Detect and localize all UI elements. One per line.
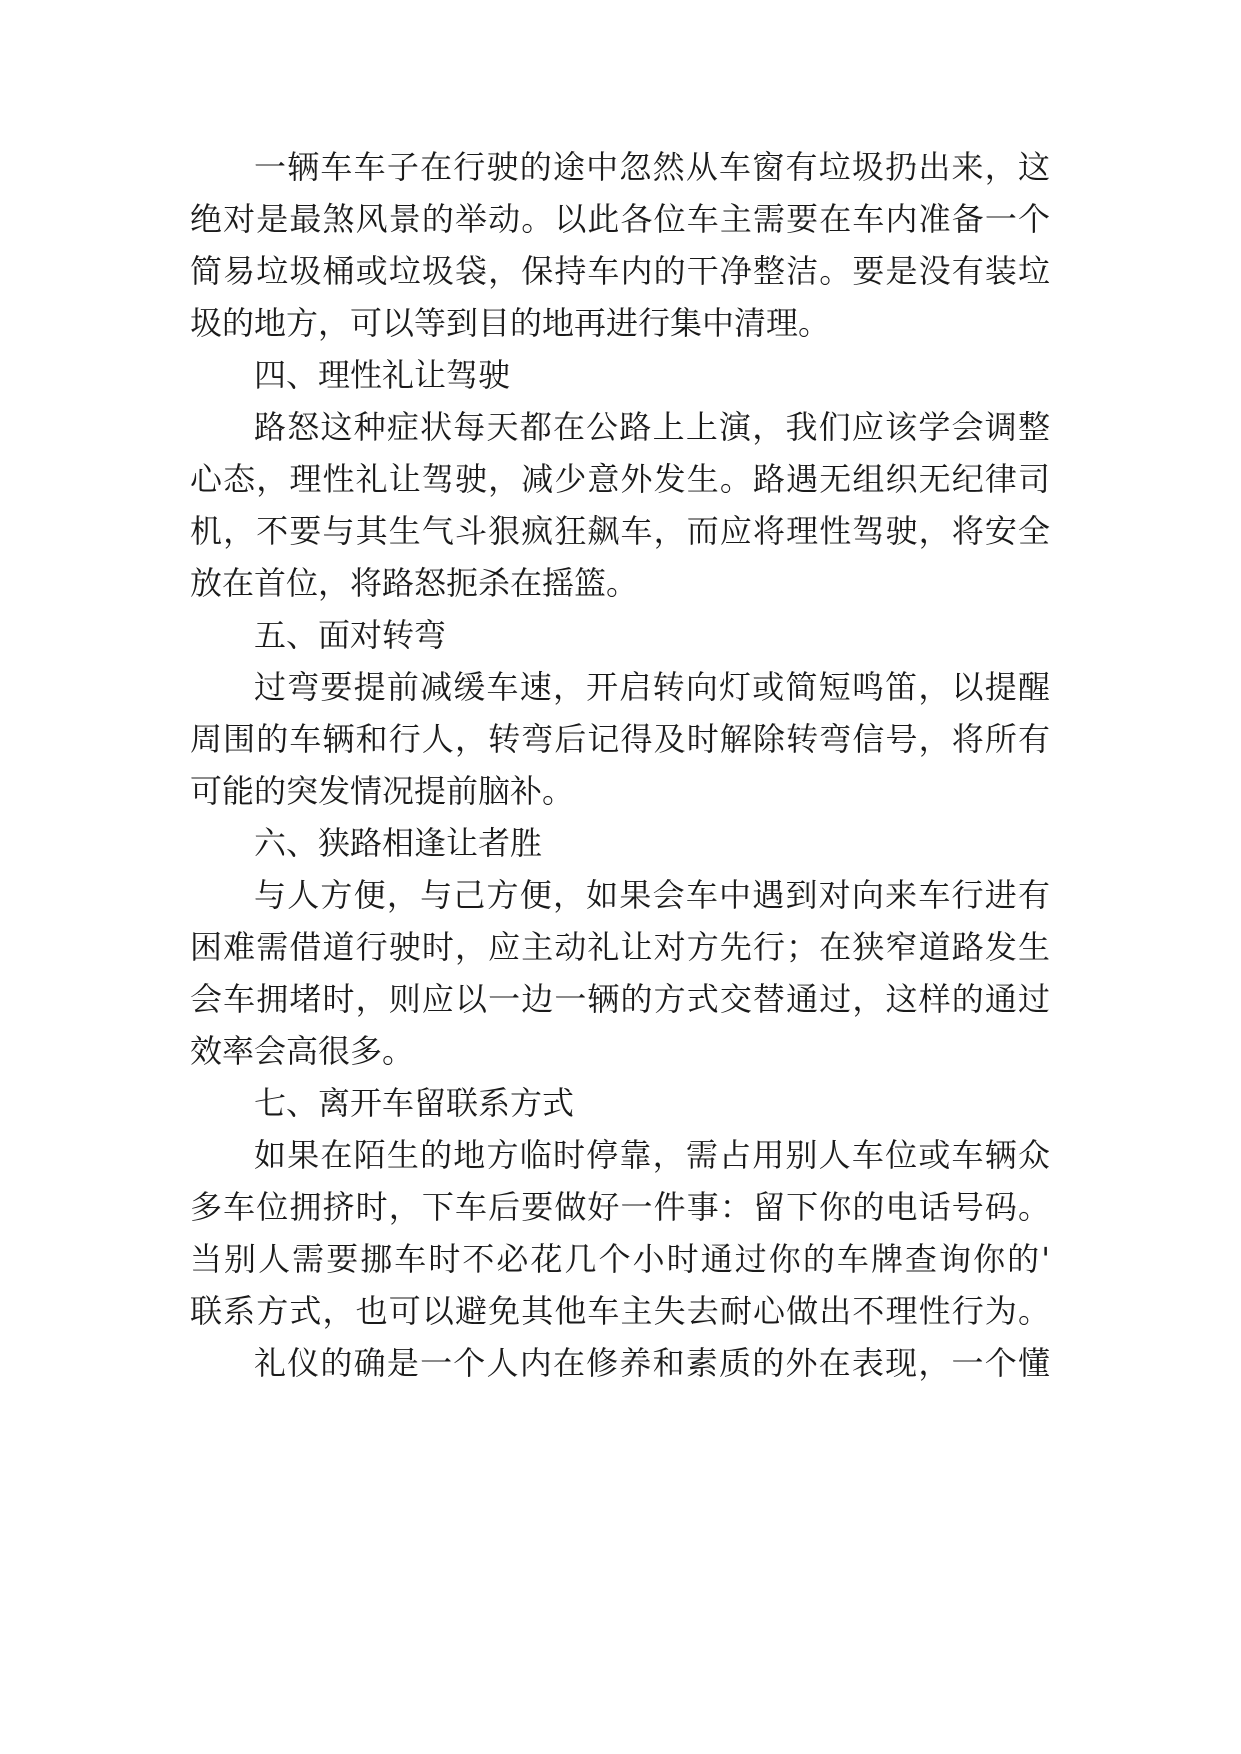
- paragraph-line: 当别人需要挪车时不必花几个小时通过你的车牌查询你的': [190, 1240, 1050, 1278]
- paragraph-line: 多车位拥挤时，下车后要做好一件事：留下你的电话号码。: [190, 1188, 1050, 1226]
- paragraph-line: 圾的地方，可以等到目的地再进行集中清理。: [190, 304, 831, 342]
- paragraph-line: 一辆车车子在行驶的途中忽然从车窗有垃圾扔出来，这: [254, 148, 1050, 186]
- paragraph-line: 联系方式，也可以避免其他车主失去耐心做出不理性行为。: [190, 1292, 1050, 1330]
- section-heading: 六、狭路相逢让者胜: [254, 824, 543, 862]
- section-heading: 四、理性礼让驾驶: [254, 356, 511, 394]
- section-heading: 五、面对转弯: [254, 616, 447, 654]
- paragraph-line: 放在首位，将路怒扼杀在摇篮。: [190, 564, 639, 602]
- paragraph-line: 周围的车辆和行人，转弯后记得及时解除转弯信号，将所有: [190, 720, 1050, 758]
- paragraph-line: 困难需借道行驶时，应主动礼让对方先行；在狭窄道路发生: [190, 928, 1050, 966]
- paragraph-line: 如果在陌生的地方临时停靠，需占用别人车位或车辆众: [254, 1136, 1050, 1174]
- paragraph-line: 礼仪的确是一个人内在修养和素质的外在表现，一个懂: [254, 1344, 1050, 1382]
- paragraph-line: 机，不要与其生气斗狠疯狂飙车，而应将理性驾驶，将安全: [190, 512, 1050, 550]
- paragraph-line: 可能的突发情况提前脑补。: [190, 772, 575, 810]
- section-heading: 七、离开车留联系方式: [254, 1084, 575, 1122]
- paragraph-line: 会车拥堵时，则应以一边一辆的方式交替通过，这样的通过: [190, 980, 1050, 1018]
- paragraph-line: 心态，理性礼让驾驶，减少意外发生。路遇无组织无纪律司: [190, 460, 1050, 498]
- paragraph-line: 路怒这种症状每天都在公路上上演，我们应该学会调整: [254, 408, 1050, 446]
- paragraph-line: 绝对是最煞风景的举动。以此各位车主需要在车内准备一个: [190, 200, 1050, 238]
- paragraph-line: 简易垃圾桶或垃圾袋，保持车内的干净整洁。要是没有装垃: [190, 252, 1050, 290]
- paragraph-line: 效率会高很多。: [190, 1032, 415, 1070]
- paragraph-line: 过弯要提前减缓车速，开启转向灯或简短鸣笛，以提醒: [254, 668, 1050, 706]
- paragraph-line: 与人方便，与己方便，如果会车中遇到对向来车行进有: [254, 876, 1050, 914]
